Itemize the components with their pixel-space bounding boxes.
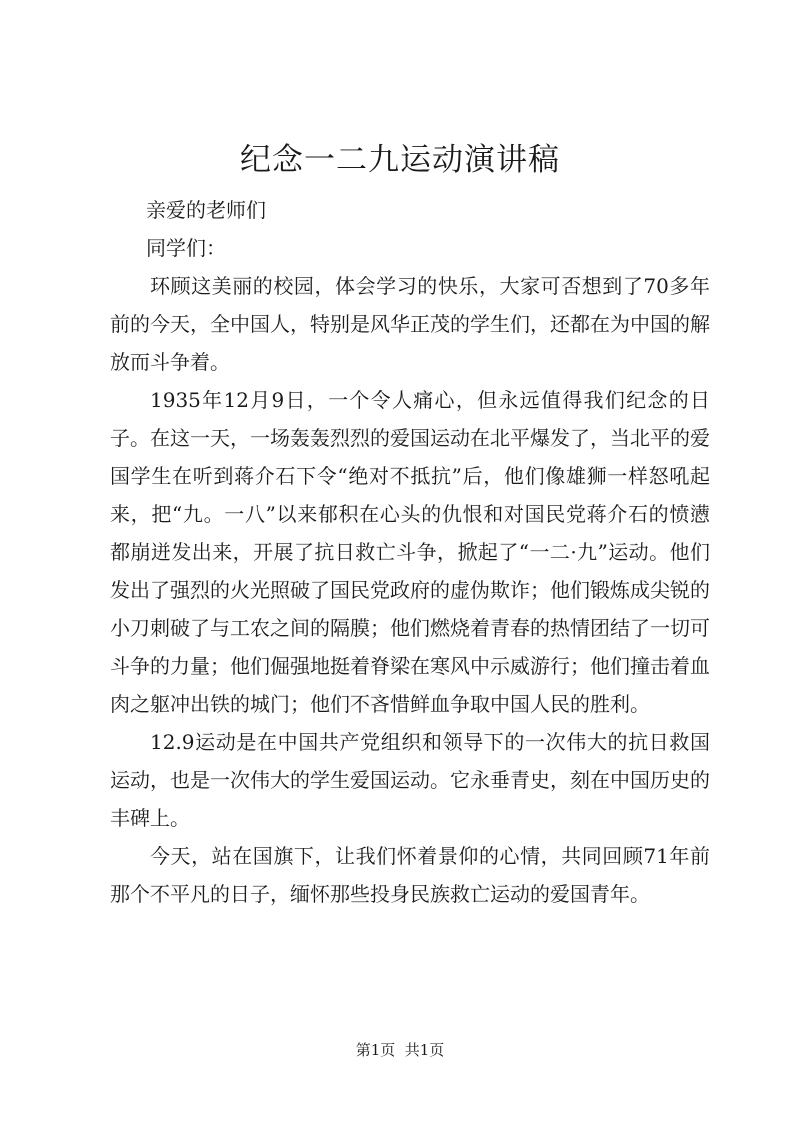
paragraph: 1935年12月9日，一个令人痛心，但永远值得我们纪念的日子。在这一天，一场轰轰烈烈的爱国运动在北平爆发了，当北平的爱国学生在听到蒋介石下令“绝对不抵抗”后，他们像雄狮一样怒吼起来，把“九。一八”以来郁积在心头的仇恨和对国民党蒋介石的愤懑都崩迸发出来，开展了抗日救亡斗争，掀起了“一二·九”运动。他们发出了强烈的火光照破了国民党政府的虚伪欺诈；他们锻炼成尖锐的小刀刺破了与工农之间的隔膜；他们燃烧着青春的热情团结了一切可斗争的力量；他们倔强地挺着脊梁在寒风中示威游行；他们撞击着血肉之躯冲出铁的城门；他们不吝惜鲜血争取中国人民的胜利。 (110, 388, 710, 716)
page-indicator: 第1页 共1页 (355, 1041, 445, 1059)
salutation-teachers: 亲爱的老师们 (146, 198, 266, 222)
paragraph: 环顾这美丽的校园，体会学习的快乐，大家可否想到了70多年前的今天，全中国人，特别是风华正茂的学生们，还都在为中国的解放而斗争着。 (110, 274, 710, 374)
document-title: 纪念一二九运动演讲稿 (240, 142, 560, 178)
salutation-students: 同学们： (146, 236, 226, 260)
paragraph: 今天，站在国旗下，让我们怀着景仰的心情，共同回顾71年前那个不平凡的日子，缅怀那些投身民族救亡运动的爱国青年。 (110, 844, 710, 906)
document-body (110, 191, 710, 913)
page-footer (0, 1040, 800, 1060)
paragraph: 12.9运动是在中国共产党组织和领导下的一次伟大的抗日救国运动，也是一次伟大的学生爱国运动。它永垂青史，刻在中国历史的丰碑上。 (110, 730, 710, 830)
